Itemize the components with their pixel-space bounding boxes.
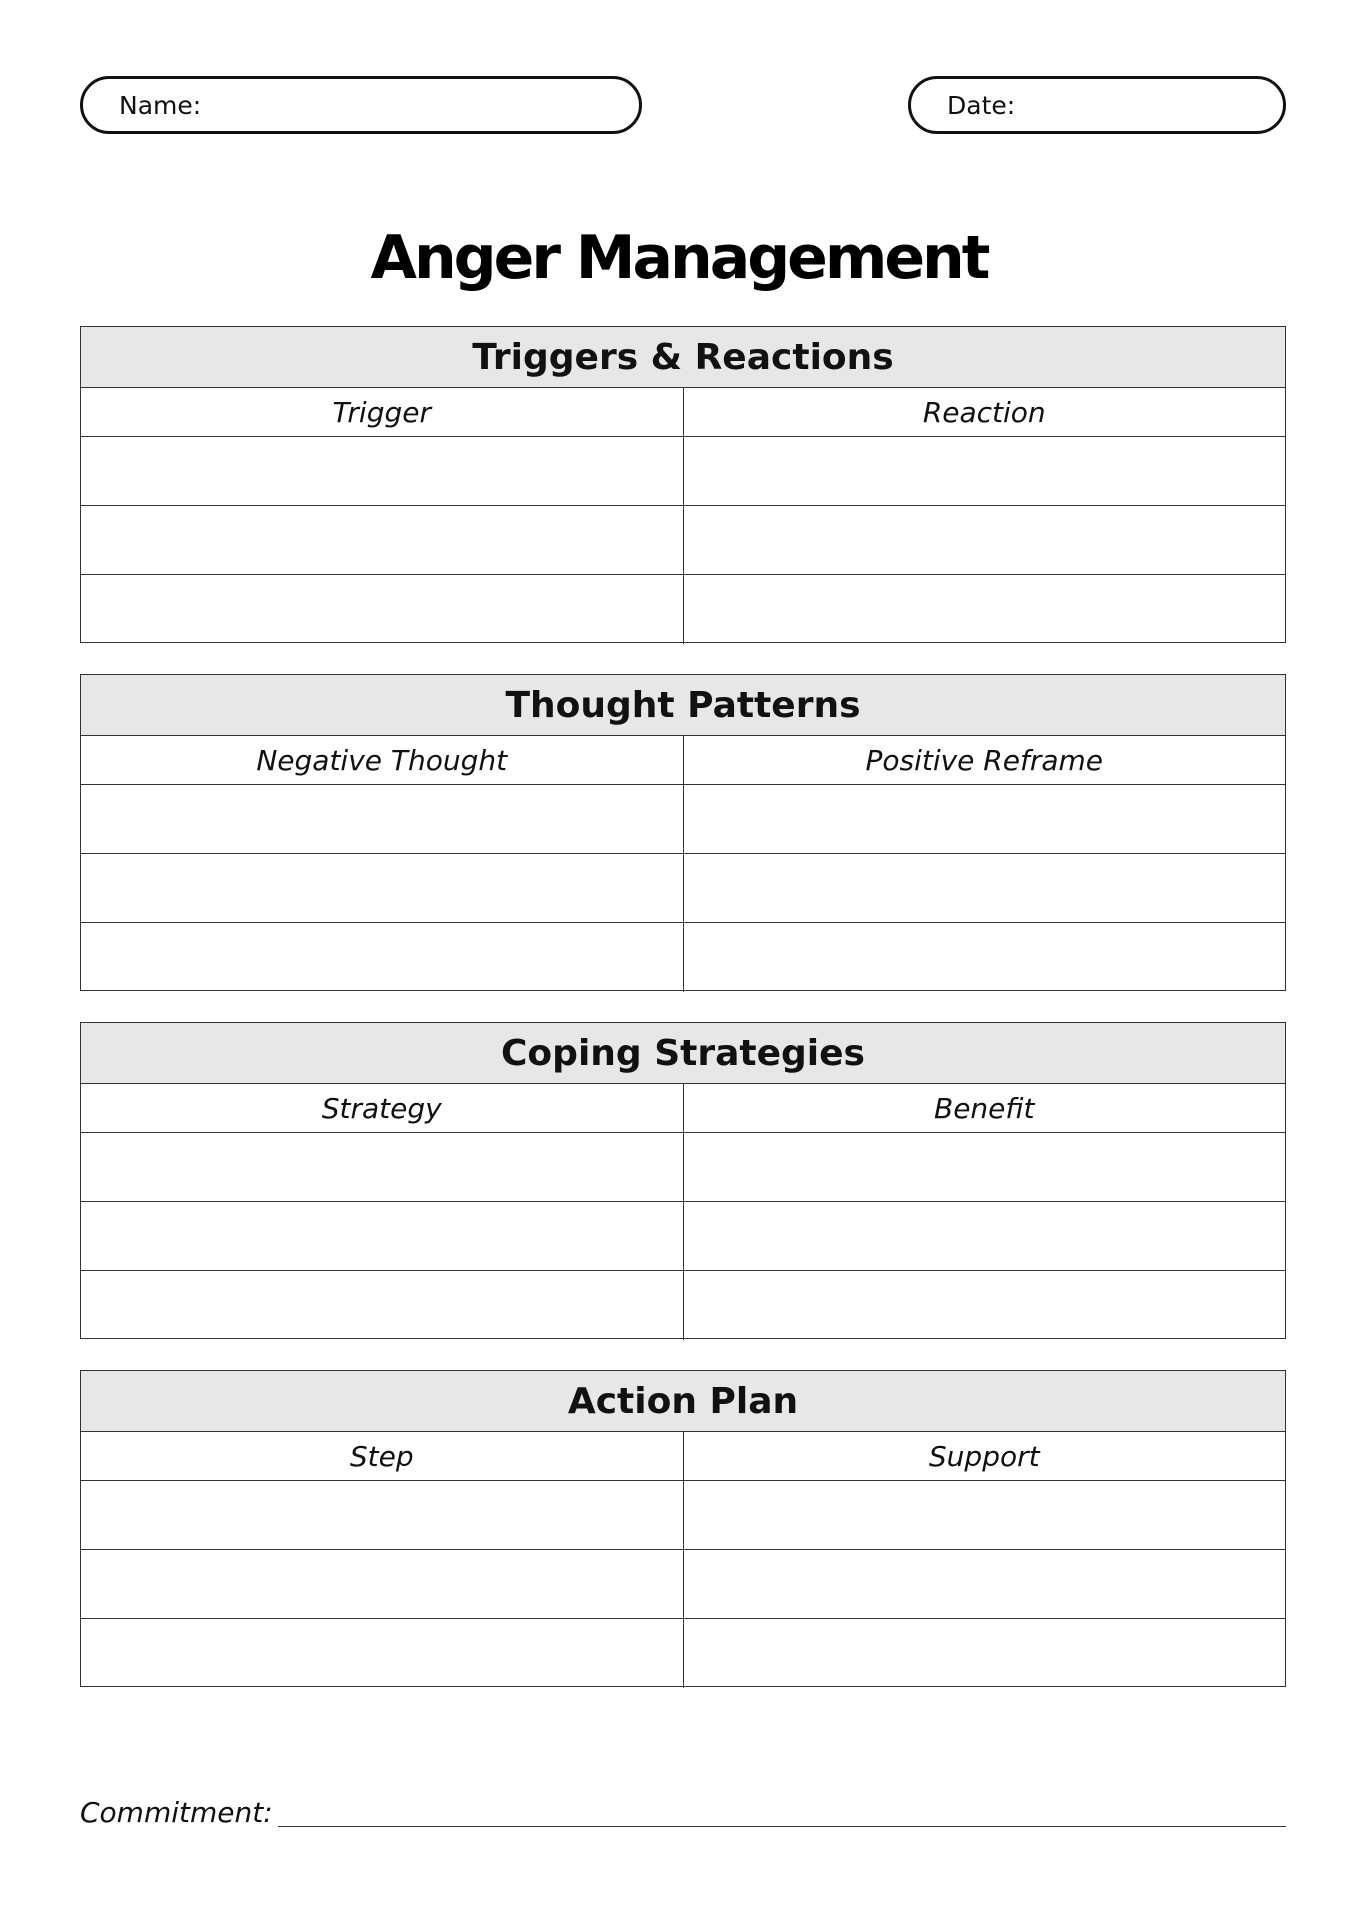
table-cell-right[interactable] bbox=[684, 854, 1286, 922]
table-cell-right[interactable] bbox=[684, 437, 1286, 505]
section-title: Action Plan bbox=[81, 1371, 1285, 1432]
table-cell-left[interactable] bbox=[81, 1202, 684, 1270]
table-cell-right[interactable] bbox=[684, 1619, 1286, 1688]
section-title: Coping Strategies bbox=[81, 1023, 1285, 1084]
table-row bbox=[81, 1202, 1285, 1271]
column-header-right: Positive Reframe bbox=[865, 743, 1104, 777]
name-field[interactable] bbox=[80, 76, 642, 134]
table-cell-right[interactable] bbox=[684, 1271, 1286, 1340]
table-cell-left[interactable] bbox=[81, 575, 684, 644]
table-cell-left[interactable] bbox=[81, 1550, 684, 1618]
table-cell-right[interactable] bbox=[684, 1481, 1286, 1549]
date-field[interactable] bbox=[908, 76, 1286, 134]
column-header-row bbox=[81, 1432, 1285, 1481]
column-header-row bbox=[81, 736, 1285, 785]
table-cell-right[interactable] bbox=[684, 923, 1286, 992]
section-action-plan bbox=[80, 1370, 1286, 1687]
table-row bbox=[81, 1271, 1285, 1340]
table-cell-right[interactable] bbox=[684, 506, 1286, 574]
table-cell-left[interactable] bbox=[81, 1271, 684, 1340]
table-cell-left[interactable] bbox=[81, 1481, 684, 1549]
table-row bbox=[81, 1550, 1285, 1619]
table-row bbox=[81, 575, 1285, 644]
table-cell-left[interactable] bbox=[81, 1133, 684, 1201]
commitment-line[interactable] bbox=[278, 1826, 1286, 1827]
table-cell-left[interactable] bbox=[81, 506, 684, 574]
name-label: Name: bbox=[119, 90, 202, 120]
column-header-right: Support bbox=[928, 1439, 1040, 1473]
table-cell-left[interactable] bbox=[81, 785, 684, 853]
table-row bbox=[81, 923, 1285, 992]
table-row bbox=[81, 785, 1285, 854]
section-coping-strategies bbox=[80, 1022, 1286, 1339]
column-header-left: Negative Thought bbox=[81, 736, 684, 784]
table-cell-left[interactable] bbox=[81, 923, 684, 992]
table-row bbox=[81, 1481, 1285, 1550]
table-row bbox=[81, 854, 1285, 923]
page-title: Anger Management bbox=[370, 223, 988, 293]
column-header-left: Strategy bbox=[81, 1084, 684, 1132]
commitment-label: Commitment: bbox=[80, 1796, 273, 1829]
date-label: Date: bbox=[947, 90, 1016, 120]
section-thought-patterns bbox=[80, 674, 1286, 991]
table-cell-right[interactable] bbox=[684, 1202, 1286, 1270]
table-cell-left[interactable] bbox=[81, 1619, 684, 1688]
table-row bbox=[81, 1133, 1285, 1202]
table-cell-right[interactable] bbox=[684, 785, 1286, 853]
table-row bbox=[81, 1619, 1285, 1688]
column-header-row bbox=[81, 388, 1285, 437]
table-cell-left[interactable] bbox=[81, 437, 684, 505]
column-header-row bbox=[81, 1084, 1285, 1133]
section-title: Thought Patterns bbox=[81, 675, 1285, 736]
section-title: Triggers & Reactions bbox=[81, 327, 1285, 388]
table-row bbox=[81, 506, 1285, 575]
column-header-right: Benefit bbox=[934, 1091, 1035, 1125]
column-header-right: Reaction bbox=[922, 395, 1046, 429]
table-cell-right[interactable] bbox=[684, 1550, 1286, 1618]
table-cell-right[interactable] bbox=[684, 1133, 1286, 1201]
column-header-left: Step bbox=[81, 1432, 684, 1480]
table-cell-left[interactable] bbox=[81, 854, 684, 922]
table-row bbox=[81, 437, 1285, 506]
table-cell-right[interactable] bbox=[684, 575, 1286, 644]
column-header-left: Trigger bbox=[81, 388, 684, 436]
section-triggers-reactions bbox=[80, 326, 1286, 643]
